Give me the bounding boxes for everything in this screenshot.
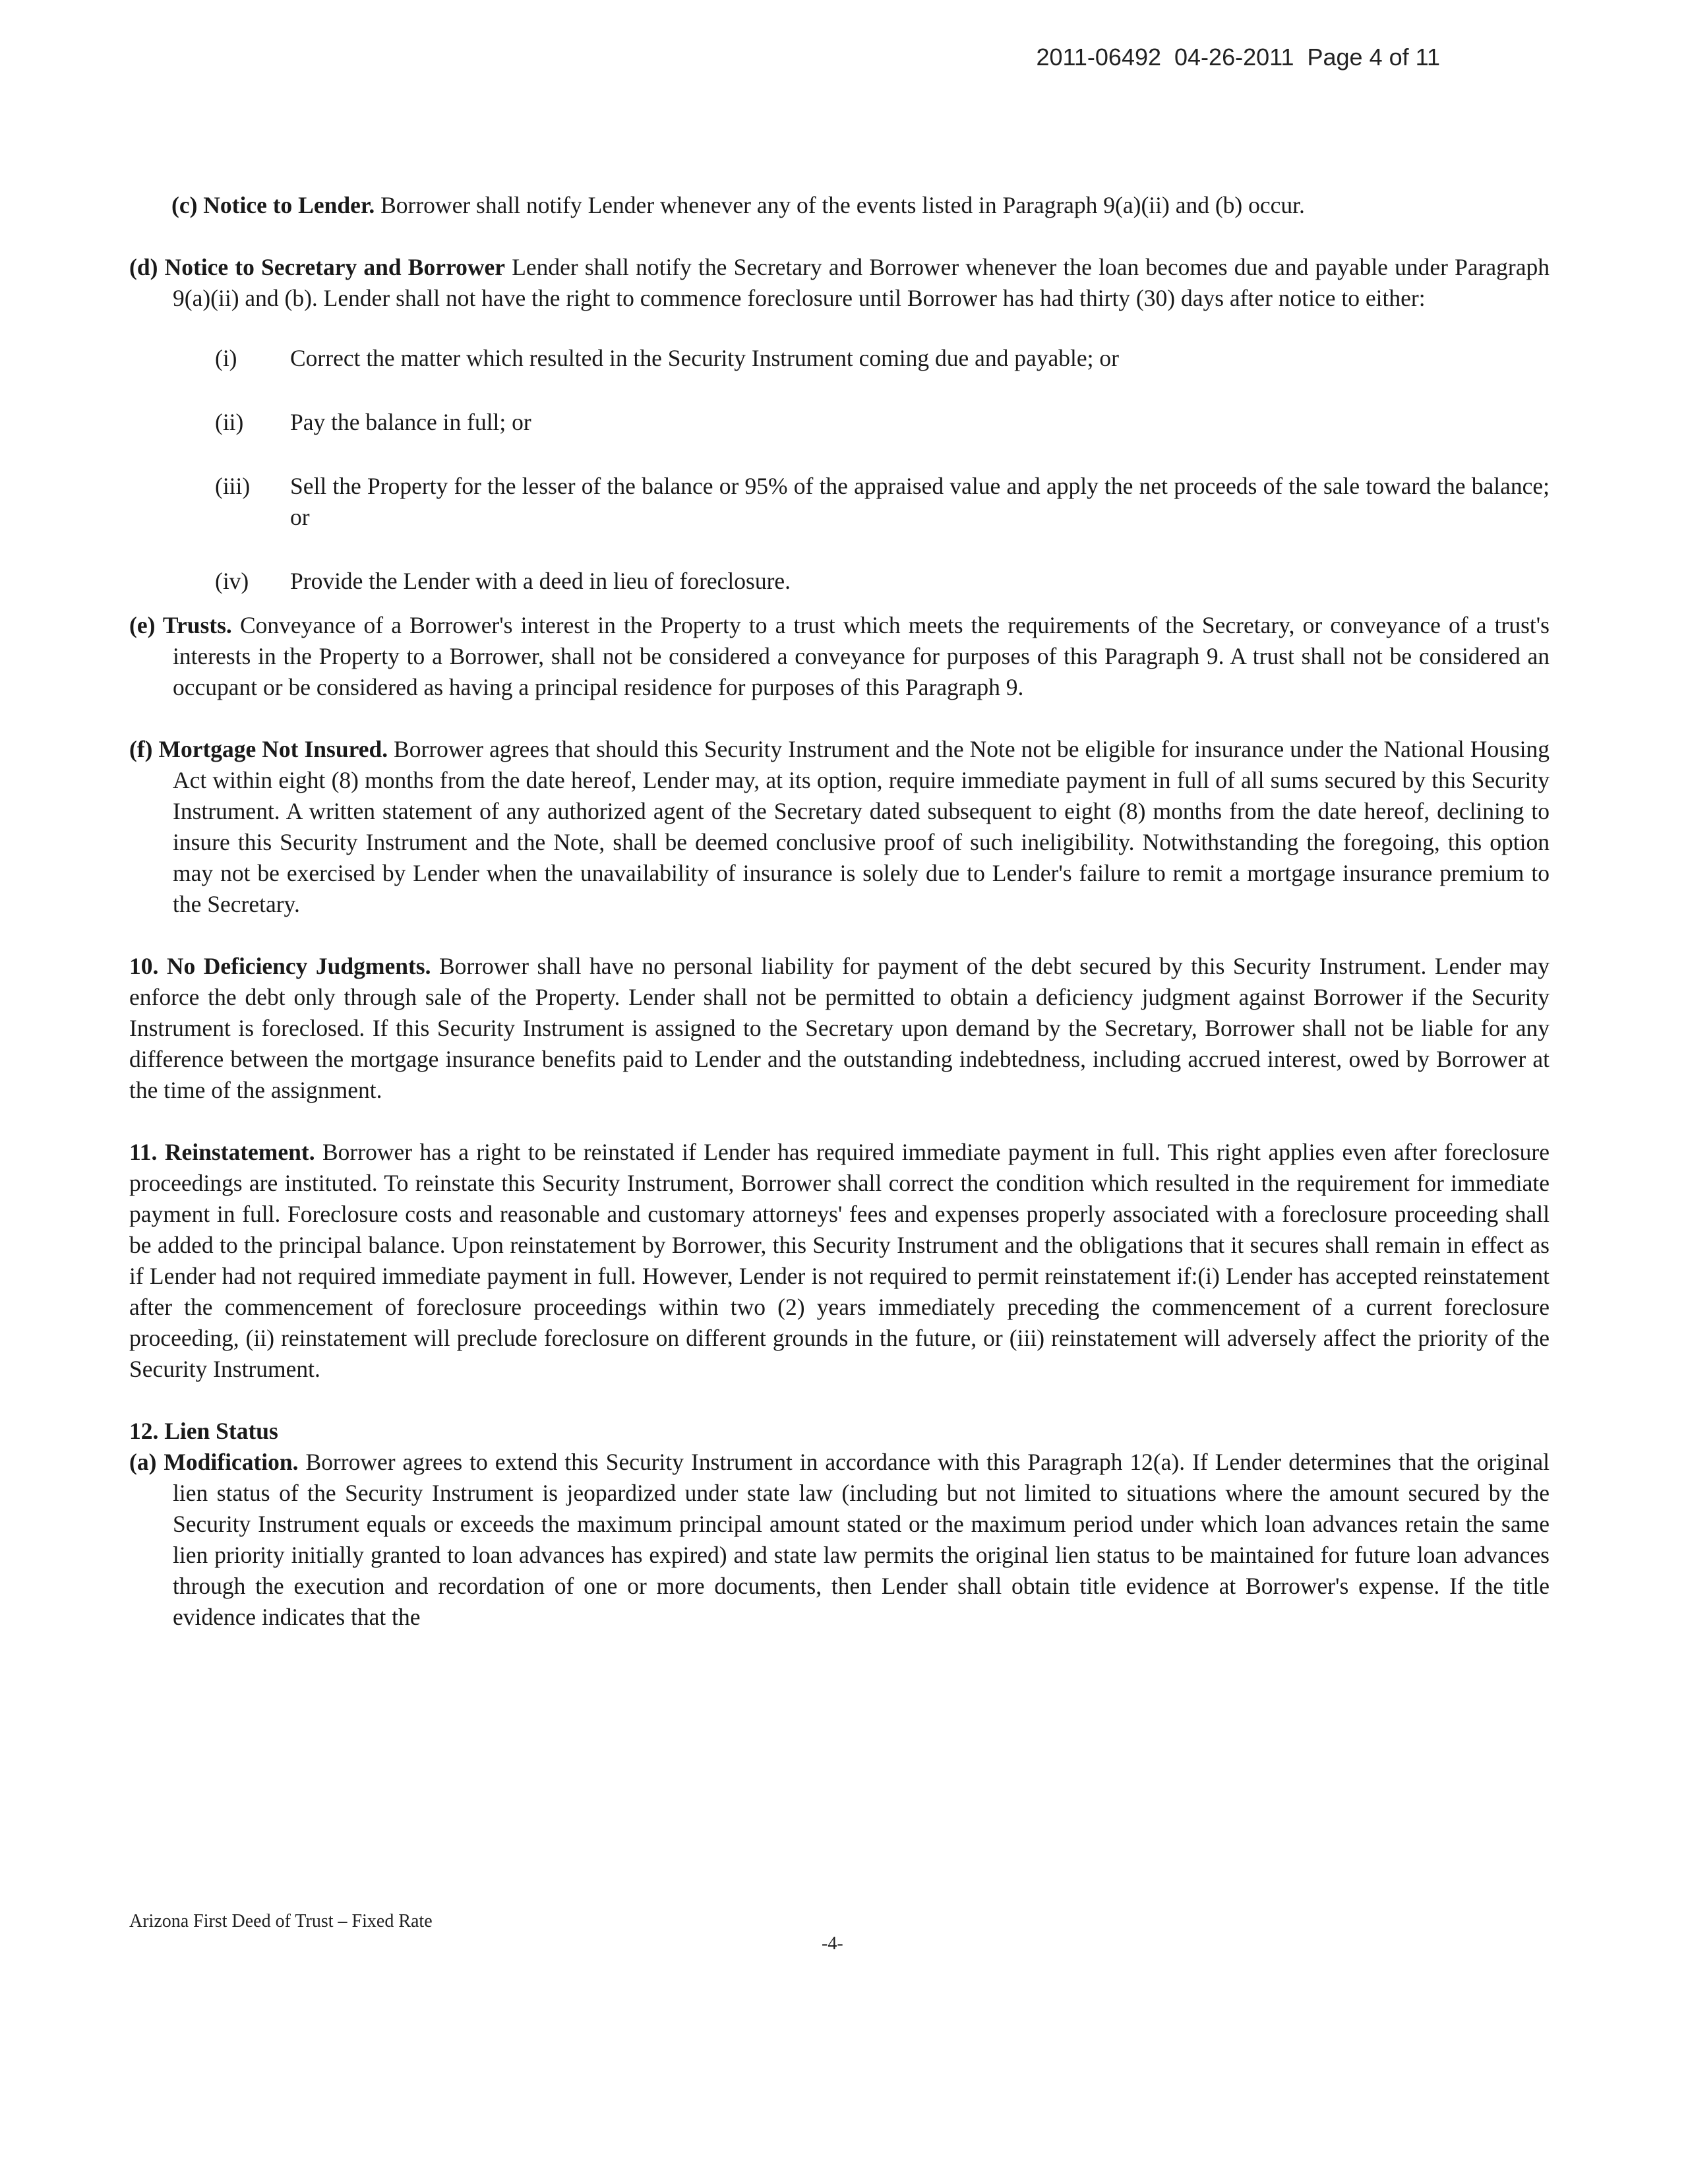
section-d-item bbox=[129, 471, 1550, 533]
section-d-heading: (d) Notice to Secretary and Borrower bbox=[129, 254, 506, 280]
section-10 bbox=[129, 951, 1550, 1106]
section-d-item bbox=[129, 407, 1550, 438]
section-12a-body: Borrower agrees to extend this Security Instrument in accordance with this Paragraph 12(a). If Lender determines that the original lien status of the Security Instrument is jeopardized under state law (including but not limited to situations where the amount secured by the Security Instrument equals or exceeds the maximum principal amount stated or the maximum period under which loan advances retain the same lien priority initially granted to loan advances has expired) and state law permits the original lien status to be maintained for future loan advances through the execution and recordation of one or more documents, then Lender shall obtain title evidence at Borrower's expense. If the title evidence indicates that the bbox=[173, 1449, 1550, 1630]
section-11 bbox=[129, 1137, 1550, 1385]
section-11-heading: 11. Reinstatement. bbox=[129, 1139, 315, 1165]
section-d-item-text: Sell the Property for the lesser of the balance or 95% of the appraised value and apply the net proceeds of the sale toward the balance; or bbox=[290, 473, 1550, 530]
section-d bbox=[129, 252, 1550, 314]
section-f bbox=[129, 734, 1550, 920]
section-d-item-text: Correct the matter which resulted in the Security Instrument coming due and payable; or bbox=[290, 345, 1119, 371]
section-d-item-number: (i) bbox=[215, 345, 237, 371]
document-header: 2011-06492 04-26-2011 Page 4 of 11 bbox=[1036, 44, 1440, 71]
section-e bbox=[129, 610, 1550, 703]
footer-page-number: -4- bbox=[822, 1933, 843, 1954]
footer-form-name: Arizona First Deed of Trust – Fixed Rate bbox=[129, 1911, 433, 1931]
section-d-item-number: (iv) bbox=[215, 568, 249, 594]
document-body bbox=[129, 190, 1550, 1664]
section-d-body: Lender shall notify the Secretary and Borrower whenever the loan becomes due and payable under Paragraph 9(a)(ii) and (b). Lender shall not have the right to commence foreclosure until Borrower has had thirty (30) days after notice to either: bbox=[173, 254, 1550, 311]
section-c bbox=[129, 190, 1550, 221]
section-11-body: Borrower has a right to be reinstated if Lender has required immediate payment in full. This right applies even after foreclosure proceedings are instituted. To reinstate this Security Instrument, Borrower shall correct the condition which resulted in the requirement for immediate payment in full. Foreclosure costs and reasonable and customary attorneys' fees and expenses properly associated with a foreclosure proceeding shall be added to the principal balance. Upon reinstatement by Borrower, this Security Instrument and the obligations that it secures shall remain in effect as if Lender had not required immediate payment in full. However, Lender is not required to permit reinstatement if:(i) Lender has accepted reinstatement after the commencement of foreclosure proceedings within two (2) years immediately preceding the commencement of a current foreclosure proceeding, (ii) reinstatement will preclude foreclosure on different grounds in the future, or (iii) reinstatement will adversely affect the priority of the Security Instrument. bbox=[129, 1139, 1550, 1382]
section-d-item-number: (iii) bbox=[215, 473, 251, 499]
section-f-body: Borrower agrees that should this Security Instrument and the Note not be eligible for insurance under the National Housing Act within eight (8) months from the date hereof, Lender may, at its option, require immediate payment in full of all sums secured by this Security Instrument. A written statement of any authorized agent of the Secretary dated subsequent to eight (8) months from the date hereof, declining to insure this Security Instrument and the Note, shall be deemed conclusive proof of such ineligibility. Notwithstanding the foregoing, this option may not be exercised by Lender when the unavailability of insurance is solely due to Lender's failure to remit a mortgage insurance premium to the Secretary. bbox=[173, 736, 1550, 917]
section-12a-heading: (a) Modification. bbox=[129, 1449, 299, 1475]
section-d-item bbox=[129, 566, 1550, 597]
section-d-item bbox=[129, 343, 1550, 374]
section-c-body: Borrower shall notify Lender whenever any of the events listed in Paragraph 9(a)(ii) and (b) occur. bbox=[380, 192, 1305, 218]
section-12-heading: 12. Lien Status bbox=[129, 1418, 278, 1444]
section-c-heading: (c) Notice to Lender. bbox=[171, 192, 375, 218]
section-f-heading: (f) Mortgage Not Insured. bbox=[129, 736, 388, 762]
section-12a bbox=[129, 1447, 1550, 1633]
section-e-body: Conveyance of a Borrower's interest in the Property to a trust which meets the requirements of the Secretary, or conveyance of a trust's interests in the Property to a Borrower, shall not be considered a conveyance for purposes of this Paragraph 9. A trust shall not be considered an occupant or be considered as having a principal residence for purposes of this Paragraph 9. bbox=[173, 612, 1550, 700]
section-e-heading: (e) Trusts. bbox=[129, 612, 232, 638]
section-d-item-text: Pay the balance in full; or bbox=[290, 409, 531, 435]
section-10-body: Borrower shall have no personal liability for payment of the debt secured by this Security Instrument. Lender may enforce the debt only through sale of the Property. Lender shall not be permitted to obtain a deficiency judgment against Borrower if the Security Instrument is foreclosed. If this Security Instrument is assigned to the Secretary upon demand by the Secretary, Borrower shall not be liable for any difference between the mortgage insurance benefits paid to Lender and the outstanding indebtedness, including accrued interest, owed by Borrower at the time of the assignment. bbox=[129, 953, 1550, 1103]
section-d-item-text: Provide the Lender with a deed in lieu of foreclosure. bbox=[290, 568, 791, 594]
section-d-item-number: (ii) bbox=[215, 409, 244, 435]
section-10-heading: 10. No Deficiency Judgments. bbox=[129, 953, 431, 979]
